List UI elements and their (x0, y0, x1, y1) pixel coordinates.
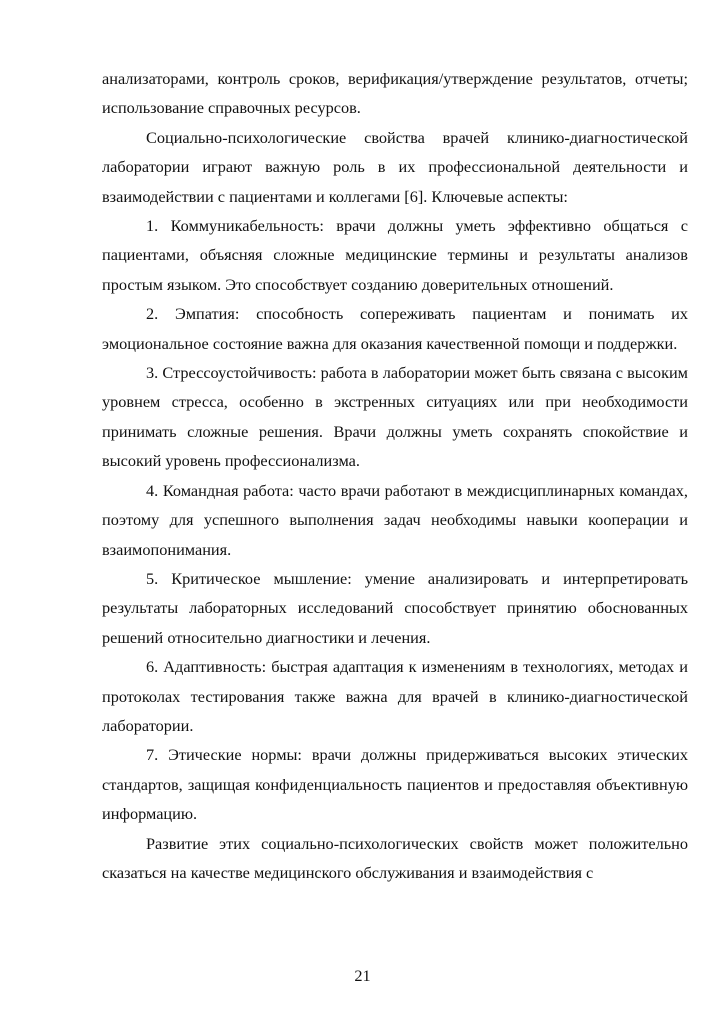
list-item-communication: 1. Коммуникабельность: врачи должны уметь эффективно общаться с пациентами, объясняя сложные медицинские термины и результаты анализов простым языком. Это способствует созданию доверительных отношений. (102, 216, 688, 294)
list-item-stress-resistance: 3. Стрессоустойчивость: работа в лаборатории может быть связана с высоким уровнем стресса, особенно в экстренных ситуациях или при необходимости принимать сложные решения. Врачи должны уметь сохранять спокойствие и высокий уровень профессионализма. (102, 363, 688, 471)
list-item-adaptability: 6. Адаптивность: быстрая адаптация к изменениям в технологиях, методах и протоколах тестирования также важна для врачей в клинико-диагностической лаборатории. (102, 657, 688, 735)
list-item-empathy: 2. Эмпатия: способность сопереживать пациентам и понимать их эмоциональное состояние важна для оказания качественной помощи и поддержки. (102, 304, 688, 353)
list-item-critical-thinking: 5. Критическое мышление: умение анализировать и интерпретировать результаты лабораторных исследований способствует принятию обоснованных решений относительно диагностики и лечения. (102, 568, 688, 647)
page-number: 21 (354, 966, 371, 985)
list-item-teamwork: 4. Командная работа: часто врачи работают в междисциплинарных командах, поэтому для успешного выполнения задач необходимы навыки кооперации и взаимопонимания. (102, 480, 688, 559)
paragraph-intro: Социально-психологические свойства врачей клинико-диагностической лаборатории играют важную роль в их профессиональной деятельности и взаимодействии с пациентами и коллегами [6]. Ключевые аспекты: (102, 127, 688, 206)
paragraph-conclusion: Развитие этих социально-психологических свойств может положительно сказаться на качестве медицинского обслуживания и взаимодействия с (102, 833, 688, 882)
list-item-ethics: 7. Этические нормы: врачи должны придерживаться высоких этических стандартов, защищая конфиденциальность пациентов и предоставляя объективную информацию. (102, 745, 688, 824)
body-text (102, 64, 688, 887)
paragraph-continuation: анализаторами, контроль сроков, верификация/утверждение результатов, отчеты; использование справочных ресурсов. (102, 69, 688, 118)
